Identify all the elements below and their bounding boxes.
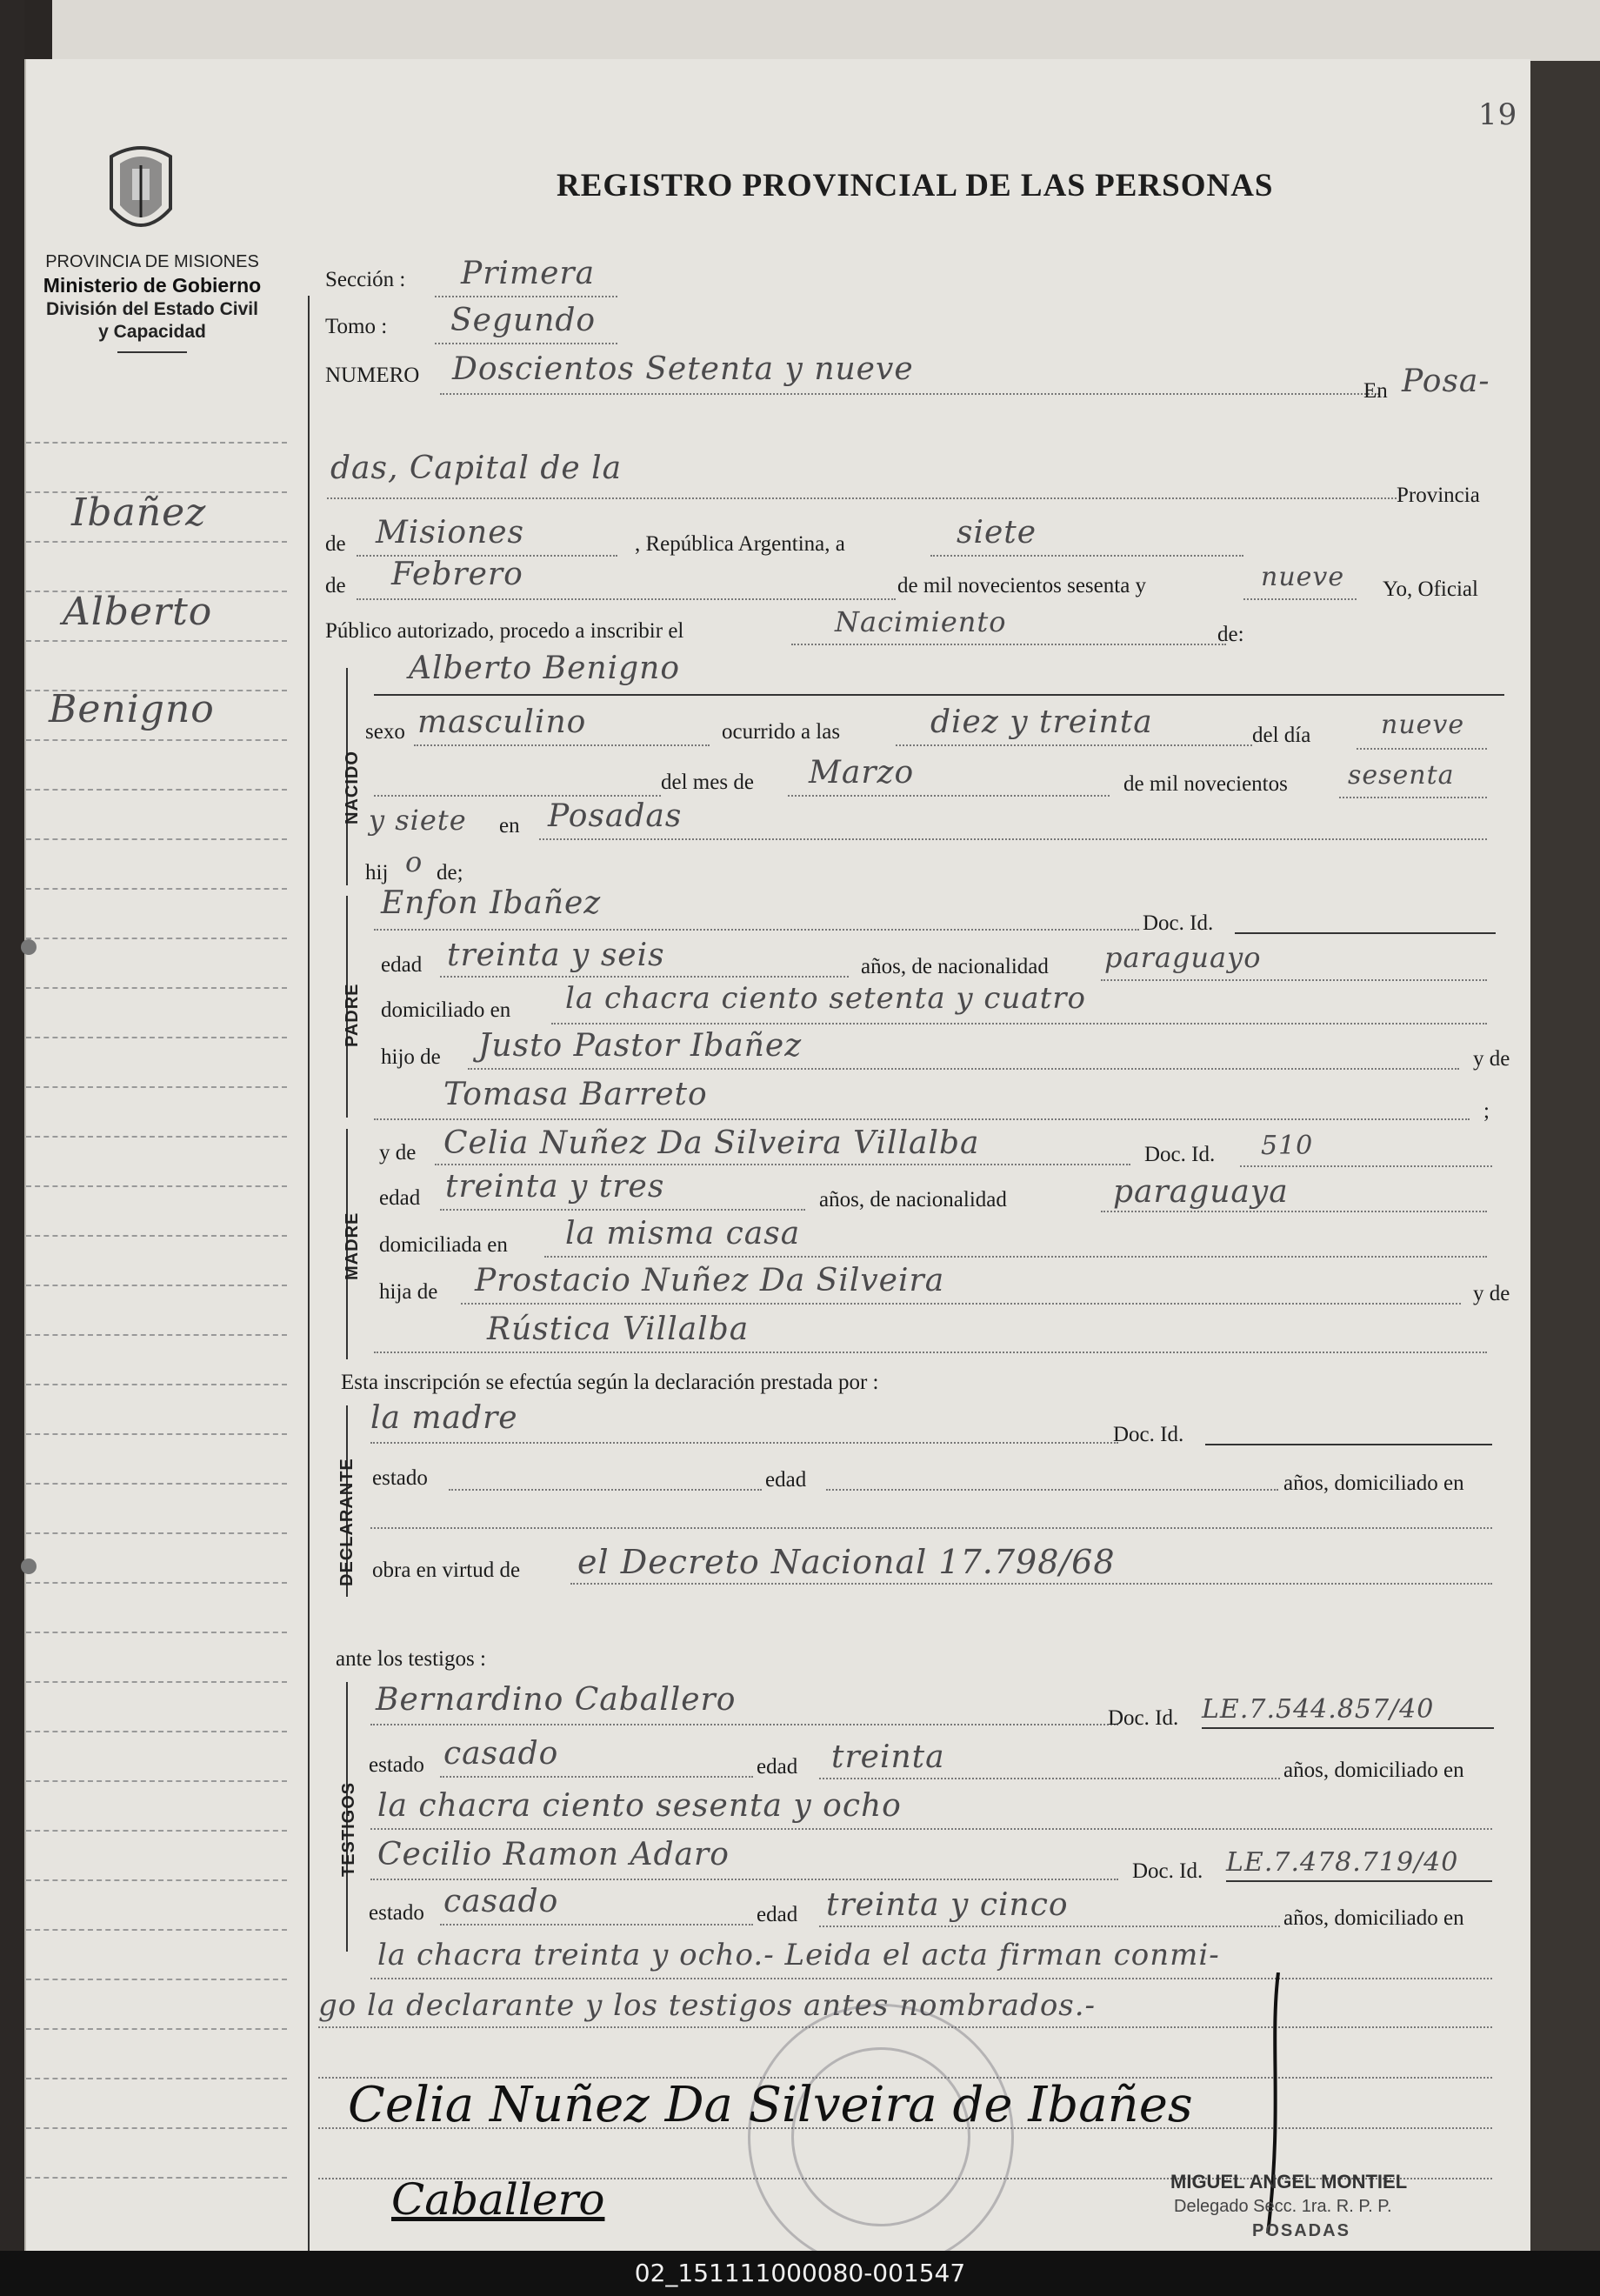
value-lugar-nac: Posadas xyxy=(548,798,683,834)
label-en-lugar: en xyxy=(499,814,520,838)
dotline xyxy=(440,1776,753,1778)
signature-oficial-stroke xyxy=(1261,1972,1287,2233)
label-hij: hij xyxy=(365,861,389,884)
dotline xyxy=(819,1926,1280,1927)
dotline xyxy=(370,1724,1118,1725)
dotline xyxy=(1101,979,1487,981)
value-tomo: Segundo xyxy=(450,303,597,338)
label-dom-testigo1: años, domiciliado en xyxy=(1283,1759,1464,1782)
signature-testigo: Caballero xyxy=(391,2174,605,2225)
value-testigo2-estado: casado xyxy=(443,1884,559,1919)
section-madre: MADRE xyxy=(343,1211,362,1280)
label-edad-testigo2: edad xyxy=(757,1903,798,1926)
label-y-de-padre: y de xyxy=(1473,1047,1510,1071)
label-edad-madre: edad xyxy=(379,1186,421,1210)
dotline xyxy=(788,795,1110,797)
section-declarante: DECLARANTE xyxy=(337,1458,357,1586)
dotline xyxy=(468,1068,1459,1070)
label-tomo: Tomo : xyxy=(325,315,388,338)
value-obra: el Decreto Nacional 17.798/68 xyxy=(577,1543,1116,1581)
dotline xyxy=(819,1778,1280,1779)
label-edad-testigo1: edad xyxy=(757,1755,798,1779)
oficial-name: MIGUEL ANGEL MONTIEL xyxy=(1170,2171,1408,2193)
dotline xyxy=(374,1118,1470,1120)
register-page xyxy=(24,59,1530,2251)
label-doc-declarante: Doc. Id. xyxy=(1113,1423,1184,1446)
value-testigo1-edad: treinta xyxy=(831,1739,945,1775)
value-mes: Marzo xyxy=(809,755,915,791)
label-doc-madre: Doc. Id. xyxy=(1144,1143,1216,1166)
label-dom-padre: domiciliado en xyxy=(381,998,511,1022)
label-dom-testigo2: años, domiciliado en xyxy=(1283,1906,1464,1930)
label-de-mil: de mil novecientos sesenta y xyxy=(897,574,1147,597)
value-testigo2-doc: LE.7.478.719/40 xyxy=(1226,1847,1459,1878)
value-nombre: Alberto Benigno xyxy=(409,651,681,686)
dotline xyxy=(551,1023,1487,1025)
margin-second-name: Benigno xyxy=(49,687,215,731)
label-hijo-de: hijo de xyxy=(381,1045,441,1069)
value-mes-acta: Febrero xyxy=(391,557,523,592)
label-en: En xyxy=(1363,379,1388,403)
value-dia-acta: siete xyxy=(957,515,1037,551)
label-de-colon: de: xyxy=(1217,623,1244,646)
margin-first-name: Alberto xyxy=(63,590,213,634)
value-madre-nac: paraguaya xyxy=(1113,1174,1289,1210)
value-testigo2: Cecilio Ramon Adaro xyxy=(377,1837,730,1872)
label-doc-padre: Doc. Id. xyxy=(1143,911,1214,935)
section-testigos: TESTIGOS xyxy=(339,1781,358,1877)
label-edad-padre: edad xyxy=(381,953,423,977)
label-declaracion: Esta inscripción se efectúa según la declaración prestada por : xyxy=(341,1371,879,1394)
value-padre-nac: paraguayo xyxy=(1104,941,1262,974)
label-de: de xyxy=(325,532,346,556)
dotline xyxy=(826,1489,1278,1491)
dotline xyxy=(544,1256,1487,1258)
value-testigo2-dom: la chacra treinta y ocho.- Leida el acta firman conmi- xyxy=(377,1938,1220,1972)
label-ante: ante los testigos : xyxy=(336,1647,486,1671)
dotline xyxy=(440,1924,753,1926)
label-doc-testigo2: Doc. Id. xyxy=(1132,1859,1203,1883)
dotline xyxy=(370,1879,1118,1880)
label-de-mil-nov: de mil novecientos xyxy=(1123,772,1288,796)
section-padre: PADRE xyxy=(343,983,362,1047)
dotline xyxy=(374,795,661,797)
dotline xyxy=(791,644,1226,645)
label-dom-madre: domiciliada en xyxy=(379,1233,508,1257)
value-madre-dom: la misma casa xyxy=(565,1216,801,1251)
label-publico: Público autorizado, procedo a inscribir el xyxy=(325,619,684,643)
value-numero: Doscientos Setenta y nueve xyxy=(452,351,914,387)
dotline xyxy=(930,555,1243,557)
dotline xyxy=(370,1442,1118,1444)
agency-block xyxy=(26,252,278,353)
agency-rule xyxy=(117,351,187,353)
dotline xyxy=(1339,797,1487,798)
dotline xyxy=(1240,1165,1492,1167)
label-del-dia: del día xyxy=(1252,724,1311,747)
value-seccion: Primera xyxy=(461,256,596,291)
page-number: 19 xyxy=(1478,97,1518,132)
dotline xyxy=(435,1164,1130,1165)
label-estado-testigo2: estado xyxy=(369,1901,424,1925)
value-en: Posa- xyxy=(1402,364,1490,399)
label-estado-testigo1: estado xyxy=(369,1753,424,1777)
dotline xyxy=(449,1489,762,1491)
official-stamp-inner-icon xyxy=(791,2047,970,2226)
dotline xyxy=(435,296,617,297)
page-title: REGISTRO PROVINCIAL DE LAS PERSONAS xyxy=(557,168,1274,204)
scanner-bed xyxy=(0,0,1600,61)
binder-hole-icon xyxy=(21,939,37,955)
dotline xyxy=(440,976,849,978)
dotline xyxy=(370,1828,1492,1830)
value-acto: Nacimiento xyxy=(835,605,1007,638)
label-ocurrido: ocurrido a las xyxy=(722,720,841,744)
label-hija-de: hija de xyxy=(379,1280,438,1304)
province-seal-icon xyxy=(103,139,179,244)
label-edad-declarante: edad xyxy=(765,1468,807,1492)
value-padre-dom: la chacra ciento setenta y cuatro xyxy=(565,981,1087,1016)
value-cierre: go la declarante y los testigos antes nombrados.- xyxy=(318,1988,1097,2023)
label-provincia: Provincia xyxy=(1397,484,1480,507)
dotline xyxy=(570,1583,1492,1585)
rule xyxy=(1235,932,1496,934)
dotline xyxy=(327,497,1397,499)
value-testigo1-doc: LE.7.544.857/40 xyxy=(1202,1694,1435,1725)
label-de-mes: de xyxy=(325,574,346,597)
dotline xyxy=(440,393,1379,395)
label-nac-madre: años, de nacionalidad xyxy=(819,1188,1007,1211)
rule xyxy=(1205,1444,1492,1445)
label-de-semi: de; xyxy=(437,861,463,884)
section-nacido: NACIDO xyxy=(343,751,362,824)
label-numero: NUMERO xyxy=(325,364,420,387)
label-del-mes: del mes de xyxy=(661,771,754,794)
dotline xyxy=(1101,1211,1487,1212)
value-anio-a: sesenta xyxy=(1348,760,1455,791)
value-padre-edad: treinta y seis xyxy=(447,938,665,973)
oficial-title: Delegado Secc. 1ra. R. P. P. xyxy=(1174,2197,1392,2216)
value-abuelo-p: Justo Pastor Ibañez xyxy=(478,1028,803,1064)
value-testigo1: Bernardino Caballero xyxy=(376,1682,737,1718)
dotline xyxy=(440,1209,805,1211)
agency-division: División del Estado Civil xyxy=(46,299,258,319)
label-doc-testigo1: Doc. Id. xyxy=(1108,1706,1179,1730)
dotline xyxy=(374,929,1139,931)
value-anio-acta: nueve xyxy=(1261,562,1345,592)
scan-id-footer: 02_151111000080-001547 xyxy=(0,2251,1600,2296)
value-madre-nombre: Celia Nuñez Da Silveira Villalba xyxy=(443,1125,980,1161)
value-madre-doc: 510 xyxy=(1261,1131,1314,1161)
value-madre-edad: treinta y tres xyxy=(445,1169,665,1205)
label-y-de-madre2: y de xyxy=(1473,1282,1510,1305)
label-dom-declarante: años, domiciliado en xyxy=(1283,1472,1464,1495)
value-abuela-m: Rústica Villalba xyxy=(487,1312,750,1347)
agency-ministry: Ministerio de Gobierno xyxy=(43,274,262,297)
value-abuela-p: Tomasa Barreto xyxy=(443,1077,708,1112)
value-hij-suffix: o xyxy=(405,845,423,878)
value-provincia: Misiones xyxy=(376,515,525,551)
dotline xyxy=(370,1527,1492,1529)
value-lugar: das, Capital de la xyxy=(330,451,623,486)
value-dia: nueve xyxy=(1381,710,1465,740)
rule xyxy=(374,694,1504,696)
rule xyxy=(1202,1727,1494,1729)
value-testigo1-dom: la chacra ciento sesenta y ocho xyxy=(377,1788,902,1824)
label-y-de-madre: y de xyxy=(379,1141,417,1165)
label-seccion: Sección : xyxy=(325,268,406,291)
value-testigo2-edad: treinta y cinco xyxy=(826,1887,1069,1923)
value-declarante: la madre xyxy=(370,1400,518,1436)
dotline xyxy=(414,744,710,746)
value-testigo1-estado: casado xyxy=(443,1736,559,1772)
label-semicolon: ; xyxy=(1483,1099,1490,1123)
agency-province: PROVINCIA DE MISIONES xyxy=(45,252,259,271)
dotline xyxy=(435,343,617,344)
rule xyxy=(1226,1880,1492,1882)
dotline xyxy=(539,838,1487,840)
binder-hole-icon xyxy=(21,1558,37,1574)
dotline xyxy=(357,598,896,600)
dotline xyxy=(370,1978,1492,1979)
dotline xyxy=(896,744,1252,746)
dotline xyxy=(461,1303,1461,1305)
dotline xyxy=(374,1352,1487,1353)
value-sexo: masculino xyxy=(417,704,587,740)
label-nac-padre: años, de nacionalidad xyxy=(861,955,1049,978)
book-spine xyxy=(0,0,24,2296)
value-hora: diez y treinta xyxy=(930,704,1153,740)
margin-surname: Ibañez xyxy=(71,491,207,535)
agency-capacity: y Capacidad xyxy=(98,322,206,342)
dotline xyxy=(1357,748,1487,750)
label-yo-oficial: Yo, Oficial xyxy=(1383,577,1478,601)
dotline xyxy=(1243,598,1357,600)
oficial-place: POSADAS xyxy=(1252,2221,1350,2240)
value-anio-b: y siete xyxy=(369,804,467,837)
value-abuelo-m: Prostacio Nuñez Da Silveira xyxy=(475,1263,945,1298)
form-border xyxy=(308,296,310,2251)
value-padre-nombre: Enfon Ibañez xyxy=(381,885,602,921)
label-obra: obra en virtud de xyxy=(372,1558,521,1582)
label-sexo: sexo xyxy=(365,720,405,744)
signature-madre: Celia Nuñez Da Silveira de Ibañes xyxy=(348,2077,1193,2133)
label-estado-declarante: estado xyxy=(372,1466,428,1490)
label-republica: , República Argentina, a xyxy=(635,532,845,556)
